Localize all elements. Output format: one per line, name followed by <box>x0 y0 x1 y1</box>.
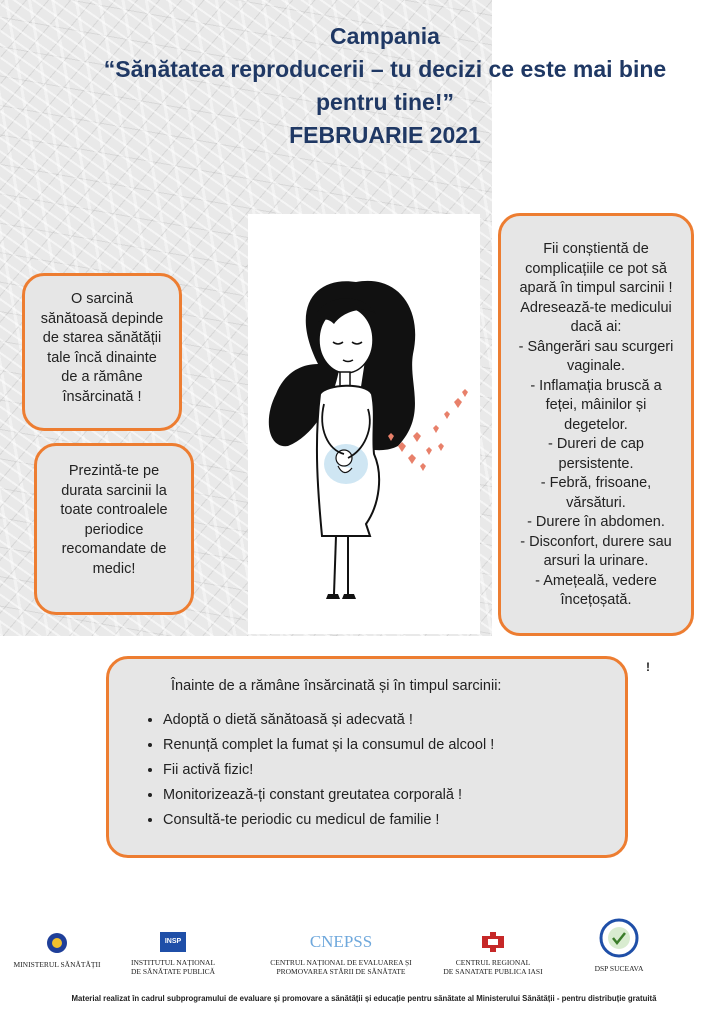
leg-left <box>334 536 336 594</box>
text-line: - Disconfort, durere sau <box>520 533 672 550</box>
text-line: recomandate de <box>61 541 167 557</box>
logo-cnepss <box>256 932 426 976</box>
logo-insp <box>118 932 228 976</box>
text-line: medic! <box>92 560 136 577</box>
logo-label: CENTRUL REGIONAL <box>455 958 531 967</box>
callout-complications <box>498 213 694 636</box>
text-line: vărsături. <box>566 494 626 511</box>
shoe-right <box>342 594 356 599</box>
text-line: - Febră, frisoane, <box>540 475 652 491</box>
text-line: - Sângerări sau scurgeri <box>518 338 674 355</box>
logo-label: DSP SUCEAVA <box>594 964 644 973</box>
logo-label: MINISTERUL SĂNĂTĂȚII <box>13 960 101 969</box>
text-line: de starea sănătății <box>42 330 162 346</box>
logo-label: INSTITUTUL NAȚIONAL <box>130 958 216 967</box>
text-line: Prezintă-te pe <box>68 463 160 479</box>
list-item: • Adoptă o dietă sănătoasă și adecvată ! <box>163 711 605 731</box>
heart-10 <box>438 443 444 451</box>
text-line: Fii conștientă de <box>543 241 649 257</box>
recommendations-intro: Înainte de a rămâne însărcinată și în timpul sarcinii: <box>171 678 502 694</box>
text-line: însărcinată ! <box>62 388 142 405</box>
list-item: • Fii activă fizic! <box>163 761 605 781</box>
text-line: Adresează-te medicului <box>520 299 672 316</box>
coat-of-arms-icon <box>46 932 68 954</box>
callout-periodic-checkups <box>34 443 194 615</box>
text-line: feței, mâinilor și <box>545 397 647 413</box>
text-line: tale încă dinainte <box>47 349 157 366</box>
cnepss-wordmark: CNEPSS <box>309 932 373 951</box>
title-line-4: FEBRUARIE 2021 <box>289 122 481 148</box>
dsp-emblem-icon <box>599 918 639 958</box>
text-line: arsuri la urinare. <box>543 553 649 569</box>
pregnant-woman-illustration <box>248 214 480 634</box>
text-line: degetelor. <box>564 416 628 433</box>
heart-6 <box>420 463 426 471</box>
text-line: - Dureri de cap <box>548 436 644 452</box>
text-line: apară în timpul sarcinii ! <box>519 280 673 296</box>
text-line: persistente. <box>558 455 634 472</box>
recommendations-list <box>129 711 605 831</box>
stray-exclamation: ! <box>646 660 650 674</box>
logo-label: PROMOVAREA STĂRII DE SĂNĂTATE <box>276 967 406 976</box>
list-item: • Monitorizează-ți constant greutatea corporală ! <box>163 786 605 806</box>
callout-healthy-pregnancy <box>22 273 182 431</box>
text-line: durata sarcinii la <box>61 482 167 499</box>
text-line: de a rămâne <box>61 369 143 385</box>
logo-crsp-iasi <box>428 932 558 976</box>
logo-dsp-suceava <box>574 918 664 973</box>
text-line: dacă ai: <box>570 319 622 335</box>
text-line: - Amețeală, vedere <box>535 572 657 589</box>
logo-label: DE SĂNĂTATE PUBLICĂ <box>131 967 215 976</box>
heart-2 <box>413 432 421 442</box>
logo-label: DE SANATATE PUBLICA IASI <box>443 967 543 976</box>
crsp-icon <box>480 932 506 952</box>
insp-icon: INSP <box>160 932 186 952</box>
text-line: încețoșată. <box>560 592 632 608</box>
text-line: - Durere în abdomen. <box>527 514 665 530</box>
text-line: sănătoasă depinde <box>40 310 164 327</box>
list-item: • Renunță complet la fumat și la consumul de alcool ! <box>163 736 605 756</box>
title-line-1: Campania <box>330 23 440 49</box>
title-line-2: “Sănătatea reproducerii – tu decizi ce este mai bine <box>103 56 667 82</box>
heart-7 <box>444 411 450 419</box>
page-title <box>40 20 728 152</box>
logo-label: CENTRUL NAȚIONAL DE EVALUAREA ȘI <box>270 958 412 967</box>
heart-8 <box>454 398 462 408</box>
logo-ministerul-sanatatii <box>12 932 102 969</box>
heart-4 <box>408 454 416 464</box>
footer-note: Material realizat în cadrul subprogramului de evaluare și promovare a sănătății și educație pentru sănătate al Ministerului Sănătății - pentru distribuție gratuită <box>71 994 657 1003</box>
text-line: O sarcină <box>70 291 134 307</box>
heart-3 <box>426 447 432 455</box>
pregnant-woman-drawing <box>248 214 480 634</box>
partner-logos <box>0 918 728 988</box>
text-line: toate controalele <box>60 502 168 518</box>
text-line: vaginale. <box>566 358 626 374</box>
shoe-left <box>326 594 340 599</box>
title-line-3: pentru tine!” <box>316 89 454 115</box>
heart-9 <box>462 389 468 397</box>
heart-5 <box>433 425 439 433</box>
text-line: complicațiile ce pot să <box>525 260 667 277</box>
callout-recommendations <box>106 656 628 858</box>
neck <box>340 372 350 386</box>
list-item: • Consultă-te periodic cu medicul de familie ! <box>163 811 605 831</box>
text-line: - Inflamația bruscă a <box>530 377 662 394</box>
text-line: periodice <box>84 521 144 538</box>
